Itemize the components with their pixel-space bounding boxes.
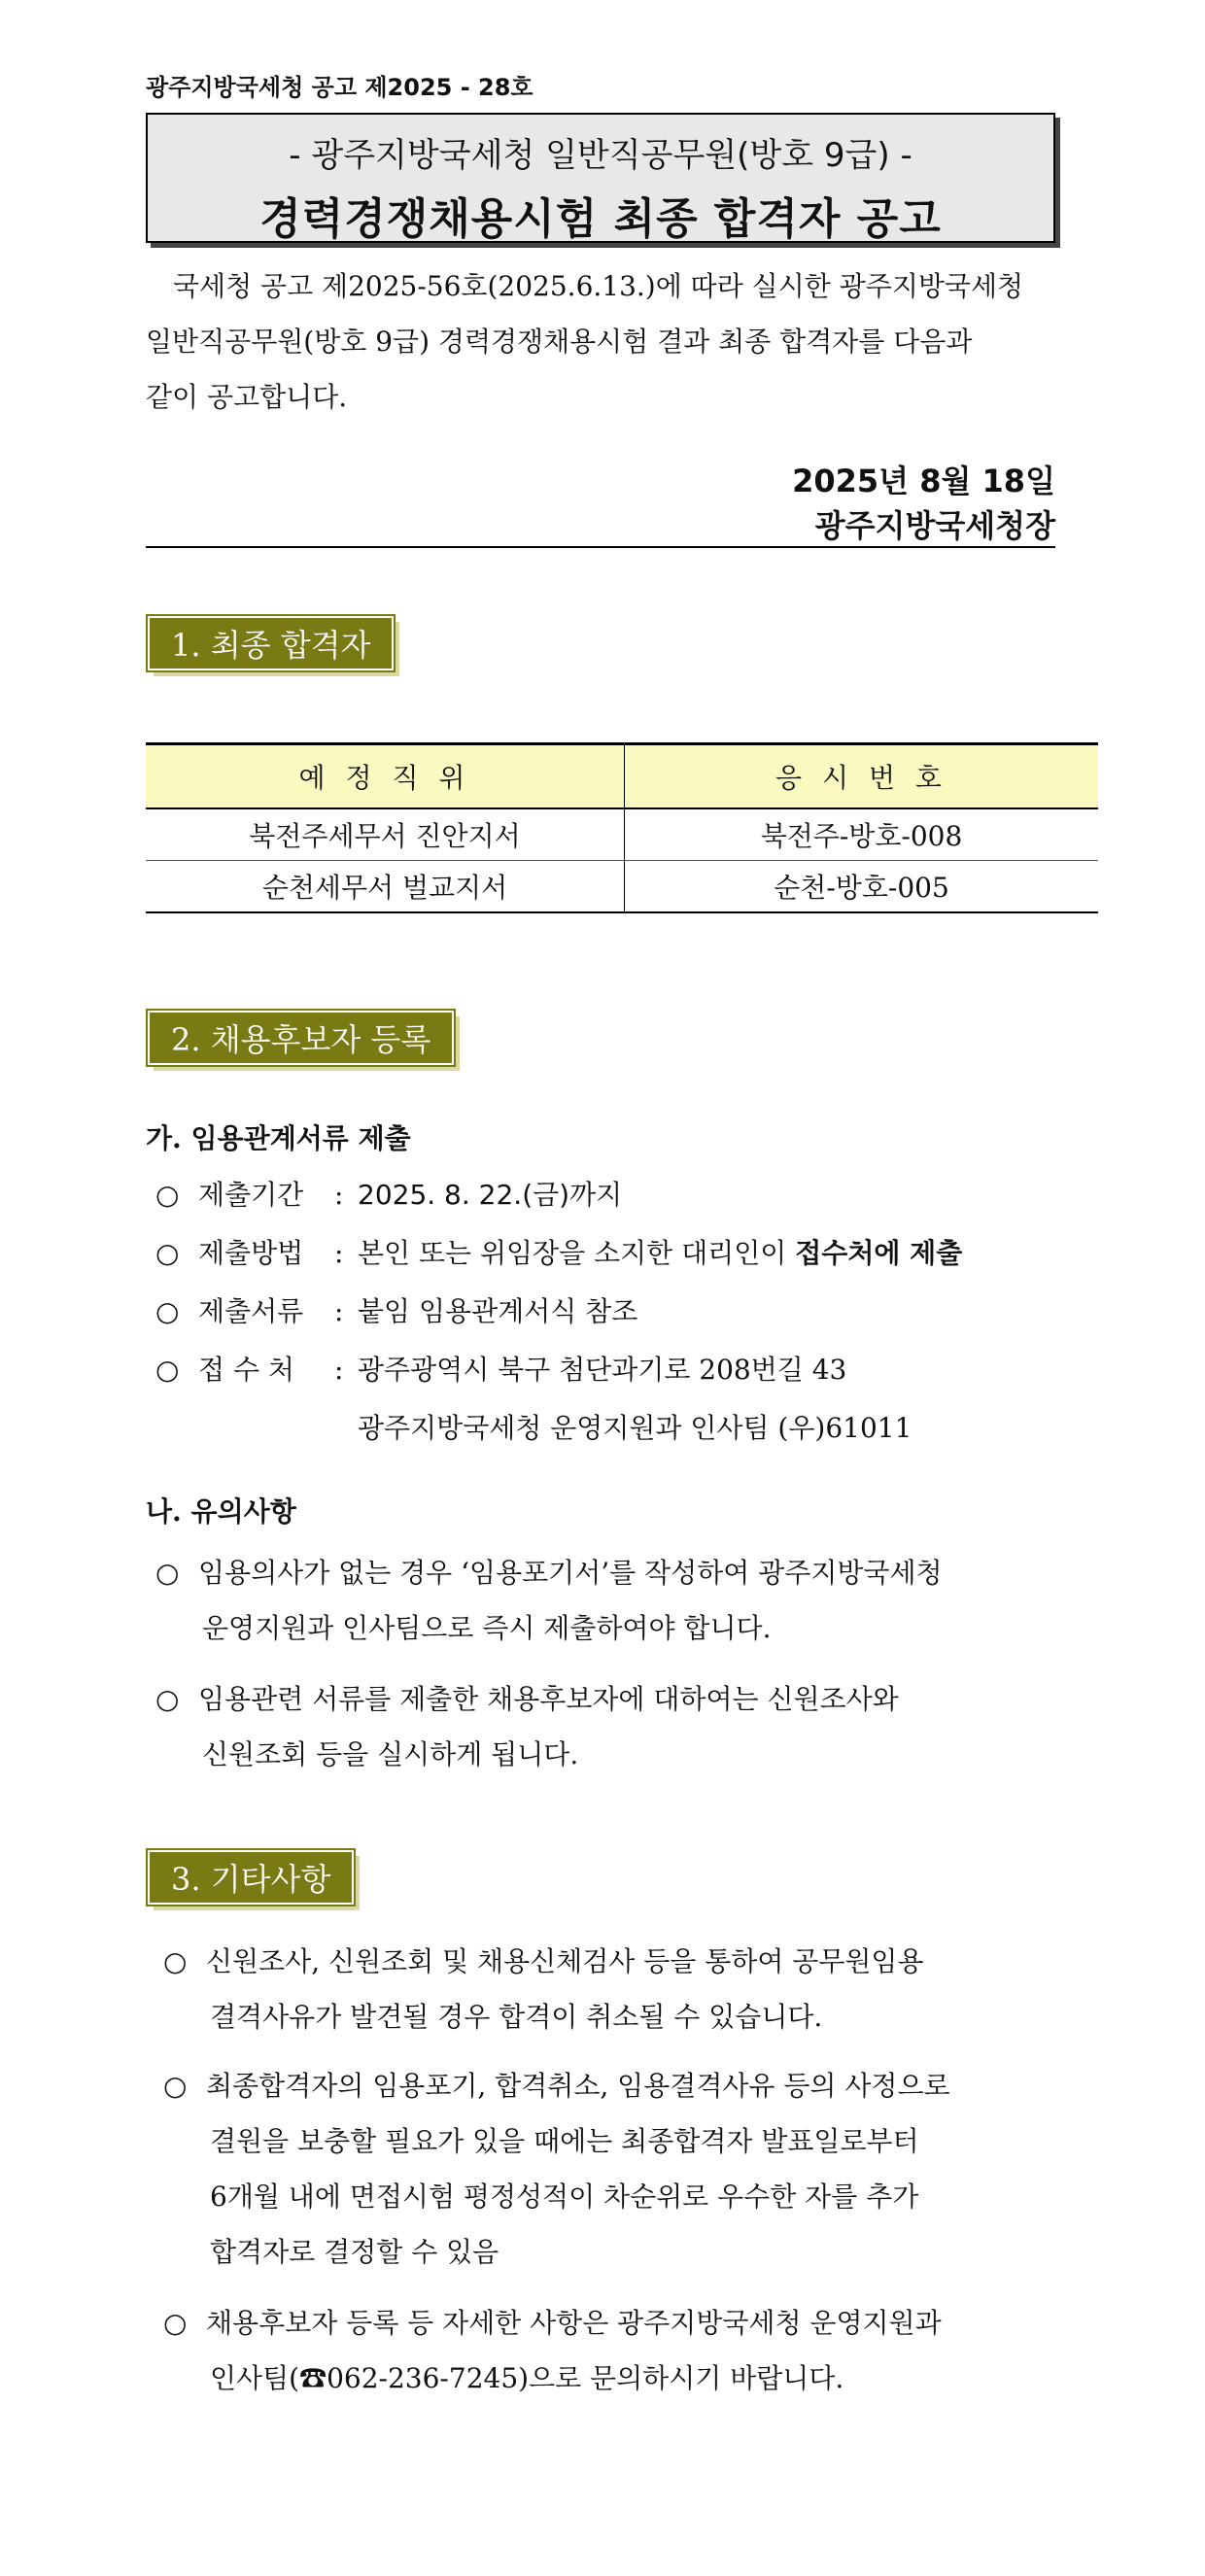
bullet-circle-icon: ○ bbox=[155, 1557, 180, 1589]
note-item bbox=[155, 1545, 1055, 1656]
item-value: 2025. 8. 22.(금)까지 bbox=[358, 1179, 623, 1211]
subsection-a-title: 가. 임용관계서류 제출 bbox=[146, 1122, 411, 1154]
table-row bbox=[146, 808, 1098, 861]
other-note-item bbox=[163, 2058, 1055, 2280]
item-label: 접 수 처 bbox=[198, 1354, 294, 1386]
table-row bbox=[146, 861, 1098, 913]
item-value: 붙임 임용관계서식 참조 bbox=[358, 1295, 638, 1327]
column-header: 예 정 직 위 bbox=[146, 744, 625, 809]
submission-method-item bbox=[155, 1232, 962, 1271]
colon: : bbox=[334, 1179, 344, 1211]
bullet-circle-icon: ○ bbox=[155, 1295, 180, 1327]
table-header-row bbox=[146, 744, 1098, 809]
title-sub: - 광주지방국세청 일반직공무원(방호 9급) - bbox=[289, 136, 912, 175]
bullet-circle-icon: ○ bbox=[155, 1683, 180, 1715]
submission-documents-item bbox=[155, 1290, 637, 1329]
colon: : bbox=[334, 1295, 344, 1327]
intro-line: 같이 공고합니다. bbox=[146, 381, 348, 413]
colon: : bbox=[334, 1237, 344, 1269]
position-cell: 북전주세무서 진안지서 bbox=[146, 808, 625, 861]
note-text: 최종합격자의 임용포기, 합격취소, 임용결격사유 등의 사정으로 bbox=[206, 2070, 950, 2102]
bullet-circle-icon: ○ bbox=[163, 1945, 188, 1977]
bullet-circle-icon: ○ bbox=[155, 1179, 180, 1211]
exam-number-cell: 북전주-방호-008 bbox=[625, 808, 1099, 861]
section-1-heading: 1. 최종 합격자 bbox=[148, 616, 394, 670]
issuer: 광주지방국세청장 bbox=[814, 507, 1055, 544]
note-text: 임용관련 서류를 제출한 채용후보자에 대하여는 신원조사와 bbox=[198, 1683, 899, 1715]
item-value: 본인 또는 위임장을 소지한 대리인이 bbox=[358, 1237, 796, 1269]
submission-period-item bbox=[155, 1174, 622, 1213]
exam-number-cell: 순천-방호-005 bbox=[625, 861, 1099, 913]
note-text: 6개월 내에 면접시험 평정성적이 차순위로 우수한 자를 추가 bbox=[210, 2181, 919, 2213]
note-text: 결격사유가 발견될 경우 합격이 취소될 수 있습니다. bbox=[210, 2001, 823, 2033]
item-value: 광주광역시 북구 첨단과기로 208번길 43 bbox=[358, 1354, 847, 1386]
reception-office-line2: 광주지방국세청 운영지원과 인사팀 (우)61011 bbox=[358, 1412, 912, 1444]
intro-line: 국세청 공고 제2025-56호(2025.6.13.)에 따라 실시한 광주지방국세청 bbox=[173, 270, 1024, 302]
note-text: 채용후보자 등록 등 자세한 사항은 광주지방국세청 운영지원과 bbox=[206, 2307, 942, 2339]
bullet-circle-icon: ○ bbox=[155, 1237, 180, 1269]
note-text: 합격자로 결정할 수 있음 bbox=[210, 2236, 499, 2268]
title-box bbox=[146, 113, 1055, 243]
section-2-heading: 2. 채용후보자 등록 bbox=[148, 1011, 454, 1065]
note-text: 신원조회 등을 실시하게 됩니다. bbox=[202, 1738, 579, 1770]
position-cell: 순천세무서 벌교지서 bbox=[146, 861, 625, 913]
item-label: 제출기간 bbox=[198, 1179, 304, 1211]
note-text: 결원을 보충할 필요가 있을 때에는 최종합격자 발표일로부터 bbox=[210, 2125, 919, 2157]
item-label: 제출서류 bbox=[198, 1295, 304, 1327]
reception-office-item bbox=[155, 1349, 846, 1388]
note-text: 인사팀(☎062-236-7245)으로 문의하시기 바랍니다. bbox=[210, 2362, 844, 2394]
title-main: 경력경쟁채용시험 최종 합격자 공고 bbox=[259, 194, 942, 244]
section-3-heading: 3. 기타사항 bbox=[148, 1850, 354, 1905]
note-text: 신원조사, 신원조회 및 채용신체검사 등을 통하여 공무원임용 bbox=[206, 1945, 924, 1977]
intro-paragraph bbox=[146, 258, 1055, 425]
colon: : bbox=[334, 1354, 344, 1386]
other-note-item bbox=[163, 2295, 1055, 2406]
intro-line: 일반직공무원(방호 9급) 경력경쟁채용시험 결과 최종 합격자를 다음과 bbox=[146, 326, 973, 358]
column-header: 응 시 번 호 bbox=[625, 744, 1099, 809]
note-text: 운영지원과 인사팀으로 즉시 제출하여야 합니다. bbox=[202, 1612, 772, 1644]
final-results-table bbox=[146, 742, 1098, 913]
item-label: 제출방법 bbox=[198, 1237, 304, 1269]
subsection-b-title: 나. 유의사항 bbox=[146, 1495, 296, 1528]
note-item bbox=[155, 1671, 1055, 1782]
bullet-circle-icon: ○ bbox=[163, 2307, 188, 2339]
divider bbox=[146, 546, 1055, 548]
other-note-item bbox=[163, 1934, 1055, 2044]
notice-number: 광주지방국세청 공고 제2025 - 28호 bbox=[146, 74, 534, 101]
notice-date: 2025년 8월 18일 bbox=[792, 463, 1055, 499]
item-value-emphasis: 접수처에 제출 bbox=[795, 1237, 963, 1269]
bullet-circle-icon: ○ bbox=[163, 2070, 188, 2102]
note-text: 임용의사가 없는 경우 ‘임용포기서’를 작성하여 광주지방국세청 bbox=[198, 1557, 943, 1589]
bullet-circle-icon: ○ bbox=[155, 1354, 180, 1386]
